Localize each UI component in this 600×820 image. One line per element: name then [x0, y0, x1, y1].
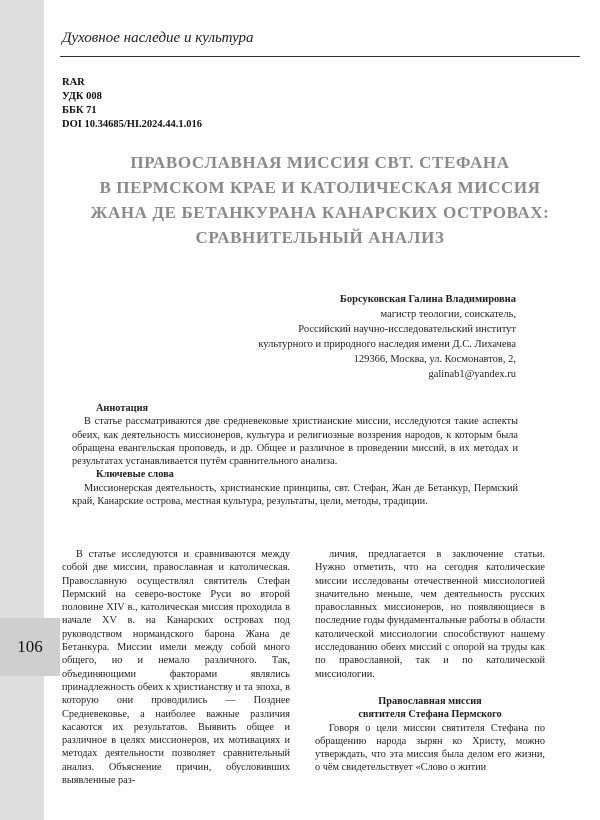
code-bbk: ББК 71 — [62, 105, 97, 116]
section-heading-line: святителя Стефана Пермского — [358, 709, 502, 721]
title-line: ПРАВОСЛАВНАЯ МИССИЯ СВТ. СТЕФАНА — [130, 153, 510, 172]
body-paragraph: личия, предлагается в заключение статьи. Нужно отметить, что на сегодня католические миссии исследованы отечественной миссиологией значительно меньше, чем деятельность русских православных миссионеров, но появляющиеся в последние годы фундаментальные работы в области католической миссиологии способствуют нашему исследованию обеих миссий с опорой на труды как по православной, так и по католической миссиологии. — [315, 549, 546, 680]
author-degree: магистр теологии, соискатель, — [380, 309, 516, 320]
body-column-left — [62, 548, 290, 787]
author-block — [116, 292, 516, 382]
author-name: Борсуковская Галина Владимировна — [339, 294, 516, 305]
keywords-heading: Ключевые слова — [96, 469, 174, 481]
body-paragraph: Говоря о цели миссии святителя Стефана по обращению народа зырян ко Христу, можно утверждать, что эта миссия была делом его жизни, о чём свидетельствует «Слово о житии — [315, 722, 545, 774]
abstract-heading: Аннотация — [96, 403, 149, 414]
abstract-block — [72, 402, 518, 508]
code-rar: RAR — [62, 77, 85, 88]
body-paragraph: В статье исследуются и сравниваются между собой две миссии, православная и католическая. Православную осуществлял святитель Стефан Пермский на северо-востоке Руси во второй половине XIV в., католическая миссия проходила в начале XV в. на Канарских островах под руководством нормандского барона Жана де Бетанкура. Миссии имели между собой много общего, но и немало различного. Так, объединяющими факторами являлись принадлежность обеих к христианству и та эпоха, в которую они проводились — Позднее Средневековье, а наиболее важные различия касаются их результатов. Выявить общее и различное в целях миссионеров, их мотивациях и методах деятельности позволяет сравнительный анализ. Объяснение причин, обусловивших выявленные раз- — [62, 549, 290, 787]
article-title — [60, 150, 580, 250]
running-head: Духовное наследие и культура — [62, 30, 254, 46]
author-org-line: Российский научно-исследовательский институт — [298, 324, 516, 335]
keywords-text: Миссионерская деятельность, христианские принципы, свт. Стефан, Жан де Бетанкур, Пермский край, Канарские острова, местная культура, результаты, цели, методы, традиции. — [72, 482, 518, 508]
code-doi[interactable]: DOI 10.34685/HI.2024.44.1.016 — [62, 119, 203, 130]
section-heading — [315, 695, 545, 722]
abstract-text: В статье рассматриваются две средневековые христианские миссии, исследуются такие аспекты обеих, как деятельность миссионеров, культура и религиозные воззрения народов, к которым была обращена евангельская проповедь, и др. Общее и различное в проведении миссий, в их методах и результатах устанавливается путём сравнительного анализа. — [72, 416, 518, 468]
title-line: В ПЕРМСКОМ КРАЕ И КАТОЛИЧЕСКАЯ МИССИЯ — [99, 178, 541, 197]
margin-band — [0, 0, 44, 820]
author-address: 129366, Москва, ул. Космонавтов, 2, — [353, 354, 516, 365]
header-rule — [60, 56, 580, 57]
title-line: ЖАНА ДЕ БЕТАНКУРАНА КАНАРСКИХ ОСТРОВАХ: — [90, 203, 550, 222]
section-heading-line: Православная миссия — [378, 695, 482, 707]
title-line: СРАВНИТЕЛЬНЫЙ АНАЛИЗ — [195, 228, 445, 247]
code-udk: УДК 008 — [62, 91, 102, 102]
author-email[interactable]: galinab1@yandex.ru — [428, 369, 516, 380]
classification-codes — [62, 76, 202, 132]
body-column-right — [315, 548, 545, 775]
page-number: 106 — [0, 618, 60, 676]
author-org-line: культурного и природного наследия имени Д.С. Лихачева — [258, 339, 516, 350]
